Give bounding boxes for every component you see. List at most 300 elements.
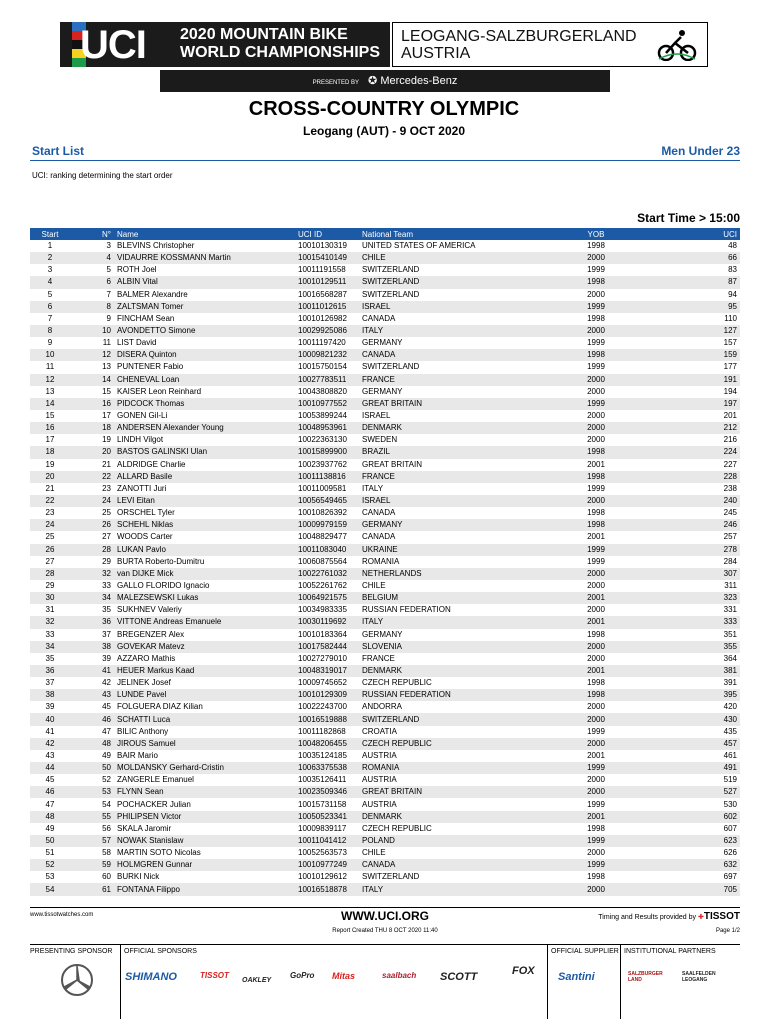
- rider-name: ANDERSEN Alexander Young: [114, 422, 295, 434]
- national-team: ANDORRA: [362, 702, 403, 712]
- table-row: [30, 798, 740, 810]
- rider-name: BURKI Nick: [117, 872, 160, 882]
- national-team: DENMARK: [359, 422, 538, 434]
- start-pos: 35: [45, 653, 55, 663]
- uci-logo: UCI: [80, 23, 146, 67]
- bib-number: 22: [70, 471, 114, 483]
- yob: 2000: [587, 702, 605, 712]
- uci-id: 10010129612: [298, 872, 347, 882]
- yob: 2000: [587, 653, 605, 663]
- event-banner: [60, 22, 708, 94]
- uci-logo-box: [60, 22, 390, 67]
- rider-name: FONTANA Filippo: [114, 883, 295, 895]
- start-pos: 25: [45, 532, 55, 542]
- yob: 1998: [587, 678, 605, 688]
- yob: 1999: [587, 726, 605, 736]
- bib-number: 35: [102, 605, 111, 615]
- national-team: CHILE: [362, 581, 386, 590]
- yob: 2000: [538, 713, 654, 725]
- uci-id: 10011009581: [298, 483, 347, 493]
- rider-name: ORSCHEL Tyler: [117, 508, 175, 518]
- table-row: [30, 604, 740, 616]
- yob: 2000: [538, 374, 654, 386]
- rider-name: POCHACKER Julian: [117, 799, 191, 809]
- rider-name: ZANGERLE Emanuel: [117, 775, 194, 785]
- national-team: SWITZERLAND: [362, 362, 420, 372]
- uci-points: 194: [723, 386, 737, 396]
- table-row: [30, 774, 740, 786]
- rider-name: ALDRIDGE Charlie: [117, 459, 186, 469]
- uci-id: 10015899900: [295, 446, 359, 458]
- national-team: SWITZERLAND: [362, 289, 420, 299]
- uci-id: 10010977552: [295, 398, 359, 410]
- yob: 2001: [538, 616, 654, 628]
- sponsor-saalbach: saalbach: [382, 971, 417, 980]
- national-team: GREAT BRITAIN: [362, 459, 423, 469]
- yob: 1998: [538, 349, 654, 361]
- event-title-line1: 2020 MOUNTAIN BIKE: [180, 26, 348, 43]
- yob: 2000: [538, 568, 654, 580]
- uci-points: 623: [654, 835, 740, 847]
- table-row: [30, 592, 740, 604]
- yob: 2001: [538, 811, 654, 823]
- presenting-sponsor-label: PRESENTING SPONSOR: [30, 948, 113, 955]
- bib-number: 10: [70, 325, 114, 337]
- yob: 2000: [587, 775, 605, 785]
- bib-number: 17: [102, 411, 111, 421]
- national-team: AUSTRIA: [362, 775, 397, 785]
- tissot-cross-icon: ✚: [698, 914, 704, 921]
- uci-points: 331: [723, 605, 737, 615]
- start-pos: 42: [30, 738, 70, 750]
- national-team: ISRAEL: [362, 411, 391, 421]
- table-row: [30, 713, 740, 725]
- start-pos: 28: [30, 568, 70, 580]
- national-team: SWITZERLAND: [362, 265, 420, 275]
- national-team: FRANCE: [362, 653, 395, 663]
- yob: 2000: [587, 411, 605, 421]
- uci-points: 351: [723, 629, 737, 639]
- bib-number: 49: [102, 750, 111, 760]
- uci-id: 10010826392: [298, 508, 347, 518]
- header-name: Name: [114, 228, 295, 240]
- rider-name: GOVEKAR Matevz: [114, 641, 295, 653]
- bib-number: 20: [70, 446, 114, 458]
- start-pos: 26: [30, 544, 70, 556]
- bib-number: 18: [70, 422, 114, 434]
- uci-id: 10052261762: [298, 581, 347, 590]
- rider-name: NOWAK Stanislaw: [114, 835, 295, 847]
- uci-points: 284: [723, 556, 737, 566]
- supplier-santini: Santini: [558, 971, 595, 983]
- start-pos: 5: [47, 289, 53, 299]
- uci-id: 10010130319: [298, 241, 347, 251]
- bib-number: 26: [70, 519, 114, 531]
- national-team: BELGIUM: [359, 592, 538, 604]
- partner-salzburger-land: SALZBURGER LAND: [628, 971, 663, 983]
- uci-points: 228: [654, 471, 740, 483]
- uci-id: 10023509346: [295, 786, 359, 798]
- bib-number: 45: [102, 702, 111, 712]
- yob: 1998: [587, 823, 605, 833]
- uci-points: 530: [723, 799, 737, 809]
- uci-points: 602: [654, 811, 740, 823]
- bib-number: 48: [70, 738, 114, 750]
- uci-id: 10009979159: [295, 519, 359, 531]
- rider-name: LUNDE Pavel: [114, 689, 295, 701]
- yob: 2001: [587, 459, 605, 469]
- rider-name: VIDAURRE KOSSMANN Martin: [114, 252, 295, 264]
- uci-id: 10060875564: [298, 556, 347, 566]
- sponsor-mitas: Mitas: [332, 971, 356, 981]
- uci-id: 10015731158: [298, 799, 347, 809]
- uci-id: 10009745652: [298, 678, 347, 688]
- table-row: [30, 786, 740, 798]
- start-pos: 52: [30, 859, 70, 871]
- table-row: [30, 289, 740, 301]
- rider-name: FINCHAM Sean: [117, 313, 175, 323]
- start-pos: 53: [45, 872, 55, 882]
- yob: 1999: [587, 265, 605, 275]
- table-row: [30, 556, 740, 568]
- table-row: [30, 701, 740, 713]
- start-pos: 30: [30, 592, 70, 604]
- uci-points: 391: [723, 678, 737, 688]
- start-pos: 39: [45, 702, 55, 712]
- yob: 2000: [538, 641, 654, 653]
- bib-number: 54: [102, 799, 111, 809]
- footer-meta: [30, 928, 740, 940]
- sponsor-shimano: SHIMANO: [125, 971, 177, 983]
- uci-id: 10010129309: [295, 689, 359, 701]
- rider-name: BASTOS GALINSKI Ulan: [114, 446, 295, 458]
- bib-number: 55: [70, 811, 114, 823]
- rider-name: ZALTSMAN Tomer: [114, 301, 295, 313]
- national-team: DENMARK: [359, 811, 538, 823]
- start-pos: 29: [45, 581, 55, 590]
- national-team: ITALY: [359, 325, 538, 337]
- uci-id: 10022243700: [298, 702, 347, 712]
- start-pos: 11: [45, 362, 55, 372]
- bib-number: 9: [106, 313, 111, 323]
- rider-name: SCHATTI Luca: [114, 713, 295, 725]
- table-row: [30, 762, 740, 774]
- uci-id: 10016519888: [295, 713, 359, 725]
- yob: 1998: [587, 629, 605, 639]
- bib-number: 53: [70, 786, 114, 798]
- national-team: SWEDEN: [362, 435, 398, 445]
- bib-number: 27: [102, 532, 111, 542]
- yob: 1998: [538, 471, 654, 483]
- table-row: [30, 531, 740, 543]
- location-line2: AUSTRIA: [401, 45, 471, 62]
- uci-points: 83: [728, 265, 737, 275]
- yob: 2000: [587, 386, 605, 396]
- rider-name: BILIC Anthony: [117, 726, 169, 736]
- tissot-site-link[interactable]: www.tissotwatches.com: [30, 912, 94, 918]
- presented-by-bar: [160, 70, 610, 92]
- uci-points: 626: [723, 848, 737, 858]
- table-row: [30, 349, 740, 361]
- national-team: DENMARK: [359, 665, 538, 677]
- uci-points: 527: [654, 786, 740, 798]
- start-pos: 7: [47, 313, 53, 323]
- yob: 1998: [587, 872, 605, 882]
- yob: 1999: [538, 398, 654, 410]
- start-pos: 19: [45, 459, 55, 469]
- rider-name: SUKHNEV Valeriy: [117, 605, 182, 615]
- table-row: [30, 240, 740, 252]
- national-team: NETHERLANDS: [359, 568, 538, 580]
- national-team: FRANCE: [359, 374, 538, 386]
- uci-id: 10027279010: [298, 653, 347, 663]
- uci-points: 177: [723, 362, 737, 372]
- bib-number: 46: [70, 713, 114, 725]
- yob: 1999: [538, 762, 654, 774]
- uci-id: 10015750154: [298, 362, 347, 372]
- national-team: CZECH REPUBLIC: [359, 738, 538, 750]
- bib-number: 23: [102, 483, 111, 493]
- table-row: [30, 252, 740, 264]
- table-row: [30, 264, 740, 276]
- bib-number: 4: [70, 252, 114, 264]
- table-row: [30, 398, 740, 410]
- yob: 1999: [587, 556, 605, 566]
- race-title: CROSS-COUNTRY OLYMPIC: [248, 98, 520, 120]
- bib-number: 13: [102, 362, 111, 372]
- yob: 2001: [587, 532, 605, 542]
- start-pos: 49: [45, 823, 55, 833]
- start-pos: 17: [45, 435, 55, 445]
- uci-points: 227: [723, 459, 737, 469]
- uci-id: 10011182868: [298, 726, 346, 736]
- rider-name: FLYNN Sean: [114, 786, 295, 798]
- rider-name: BALMER Alexandre: [117, 289, 188, 299]
- bib-number: 33: [102, 581, 111, 590]
- partner-saalfelden-leogang: SAALFELDEN LEOGANG: [682, 971, 716, 983]
- uci-points: 697: [723, 872, 737, 882]
- uci-points: 355: [654, 641, 740, 653]
- uci-points: 430: [654, 713, 740, 725]
- bib-number: 7: [106, 289, 111, 299]
- rider-name: JELINEK Josef: [117, 678, 171, 688]
- mercedes-star-icon: [60, 963, 94, 997]
- bib-number: 60: [102, 872, 111, 882]
- yob: 1999: [538, 301, 654, 313]
- table-row: [30, 276, 740, 288]
- national-team: ISRAEL: [359, 301, 538, 313]
- uci-points: 420: [723, 702, 737, 712]
- yob: 1998: [587, 508, 605, 518]
- uci-points: 191: [654, 374, 740, 386]
- uci-site-link[interactable]: WWW.UCI.ORG: [341, 909, 429, 923]
- table-row: [30, 519, 740, 531]
- bib-number: 34: [70, 592, 114, 604]
- uci-points: 48: [728, 241, 737, 251]
- uci-id: 10009821232: [295, 349, 359, 361]
- footer-links: [30, 907, 740, 926]
- uci-id: 10011138816: [295, 471, 359, 483]
- table-row: [30, 568, 740, 580]
- rider-name: BLEVINS Christopher: [117, 241, 195, 251]
- ranking-note: UCI: ranking determining the start order: [32, 171, 173, 180]
- rider-name: HOLMGREN Gunnar: [114, 859, 295, 871]
- timing-credit: [598, 911, 740, 922]
- bib-number: 57: [70, 835, 114, 847]
- rider-name: PIDCOCK Thomas: [114, 398, 295, 410]
- table-row: [30, 446, 740, 458]
- uci-points: 224: [654, 446, 740, 458]
- bib-number: 52: [102, 775, 111, 785]
- uci-id: 10034983335: [298, 605, 347, 615]
- uci-id: 10016568287: [298, 289, 347, 299]
- rider-name: GONEN Gil-Li: [117, 411, 168, 421]
- uci-points: 395: [654, 689, 740, 701]
- uci-points: 110: [724, 313, 737, 323]
- start-pos: 45: [45, 775, 55, 785]
- uci-id: 10011197420: [298, 338, 346, 348]
- uci-points: 435: [723, 726, 737, 736]
- yob: 1999: [538, 544, 654, 556]
- table-row: [30, 410, 740, 422]
- uci-points: 197: [654, 398, 740, 410]
- rider-name: AVONDETTO Simone: [114, 325, 295, 337]
- rider-name: ROTH Joel: [117, 265, 157, 275]
- bib-number: 56: [102, 823, 111, 833]
- bib-number: 5: [106, 265, 111, 275]
- event-title-line2: WORLD CHAMPIONSHIPS: [180, 44, 380, 61]
- header-yob: YOB: [538, 228, 654, 240]
- national-team: ITALY: [359, 616, 538, 628]
- bib-number: 21: [102, 459, 111, 469]
- presented-by-label: PRESENTED BY: [312, 80, 359, 86]
- national-team: CHILE: [359, 252, 538, 264]
- bib-number: 3: [106, 241, 111, 251]
- national-team: SWITZERLAND: [362, 872, 420, 882]
- start-pos: 36: [30, 665, 70, 677]
- start-pos: 27: [45, 556, 55, 566]
- national-team: SWITZERLAND: [359, 276, 538, 288]
- bib-number: 32: [70, 568, 114, 580]
- table-row: [30, 835, 740, 847]
- national-team: CZECH REPUBLIC: [362, 823, 432, 833]
- start-pos: 21: [45, 483, 55, 493]
- national-team: POLAND: [359, 835, 538, 847]
- category: Men Under 23: [661, 144, 740, 158]
- bib-number: 24: [70, 495, 114, 507]
- rider-name: LEVI Eitan: [114, 495, 295, 507]
- table-row: [30, 629, 740, 641]
- bib-number: 38: [70, 641, 114, 653]
- yob: 1999: [538, 835, 654, 847]
- header-start: Start: [30, 228, 70, 240]
- uci-points: 245: [723, 508, 737, 518]
- rider-name: BAIR Mario: [117, 750, 158, 760]
- start-pos: 12: [30, 374, 70, 386]
- national-team: ITALY: [359, 883, 538, 895]
- table-row: [30, 616, 740, 628]
- uci-points: 705: [654, 883, 740, 895]
- yob: 2000: [538, 495, 654, 507]
- bib-number: 11: [102, 338, 111, 348]
- start-pos: 47: [45, 799, 55, 809]
- start-pos: 6: [30, 301, 70, 313]
- table-row: [30, 580, 740, 592]
- bib-number: 8: [70, 301, 114, 313]
- rider-name: VITTONE Andreas Emanuele: [114, 616, 295, 628]
- start-pos: 1: [47, 241, 53, 251]
- national-team: ITALY: [362, 483, 384, 493]
- uci-id: 10048953961: [295, 422, 359, 434]
- yob: 1998: [587, 313, 605, 323]
- rider-name: BURTA Roberto-Dumitru: [117, 556, 205, 566]
- start-pos: 43: [45, 750, 55, 760]
- bib-number: 41: [70, 665, 114, 677]
- national-team: GERMANY: [362, 629, 403, 639]
- start-pos: 22: [30, 495, 70, 507]
- uci-points: 632: [654, 859, 740, 871]
- national-team: CZECH REPUBLIC: [362, 678, 432, 688]
- table-row: [30, 422, 740, 434]
- national-team: CANADA: [359, 349, 538, 361]
- bib-number: 58: [102, 848, 111, 858]
- start-pos: 50: [30, 835, 70, 847]
- uci-id: 10009839117: [298, 823, 347, 833]
- national-team: FRANCE: [359, 471, 538, 483]
- start-pos: 8: [30, 325, 70, 337]
- bib-number: 16: [70, 398, 114, 410]
- national-team: GREAT BRITAIN: [359, 786, 538, 798]
- uci-points: 201: [723, 411, 737, 421]
- uci-points: 519: [723, 775, 737, 785]
- national-team: AUSTRIA: [362, 750, 397, 760]
- bib-number: 12: [70, 349, 114, 361]
- yob: 2000: [587, 605, 605, 615]
- location-title: [401, 28, 656, 62]
- bib-number: 61: [70, 883, 114, 895]
- uci-id: 10043808820: [298, 386, 347, 396]
- rider-name: ALLARD Basile: [114, 471, 295, 483]
- bib-number: 59: [70, 859, 114, 871]
- start-pos: 9: [47, 338, 53, 348]
- bib-number: 36: [70, 616, 114, 628]
- rider-name: MOLDANSKY Gerhard-Cristin: [114, 762, 295, 774]
- yob: 2000: [538, 422, 654, 434]
- national-team: RUSSIAN FEDERATION: [362, 605, 451, 615]
- uci-id: 10022363130: [298, 435, 347, 445]
- yob: 1998: [538, 689, 654, 701]
- official-sponsors-label: OFFICIAL SPONSORS: [124, 948, 197, 955]
- table-row: [30, 738, 740, 750]
- uci-id: 10010977249: [295, 859, 359, 871]
- table-row: [30, 361, 740, 373]
- table-row: [30, 507, 740, 519]
- yob: 1998: [538, 519, 654, 531]
- yob: 1998: [538, 276, 654, 288]
- uci-id: 10023937762: [298, 459, 347, 469]
- uci-points: 278: [654, 544, 740, 556]
- start-pos: 24: [30, 519, 70, 531]
- table-row: [30, 495, 740, 507]
- uci-id: 10011191558: [298, 265, 346, 275]
- uci-points: 216: [723, 435, 737, 445]
- table-row: [30, 653, 740, 665]
- bib-number: 50: [70, 762, 114, 774]
- uci-id: 10063375538: [295, 762, 359, 774]
- start-pos: 3: [47, 265, 53, 275]
- start-pos: 41: [45, 726, 55, 736]
- rider-name: LIST David: [117, 338, 157, 348]
